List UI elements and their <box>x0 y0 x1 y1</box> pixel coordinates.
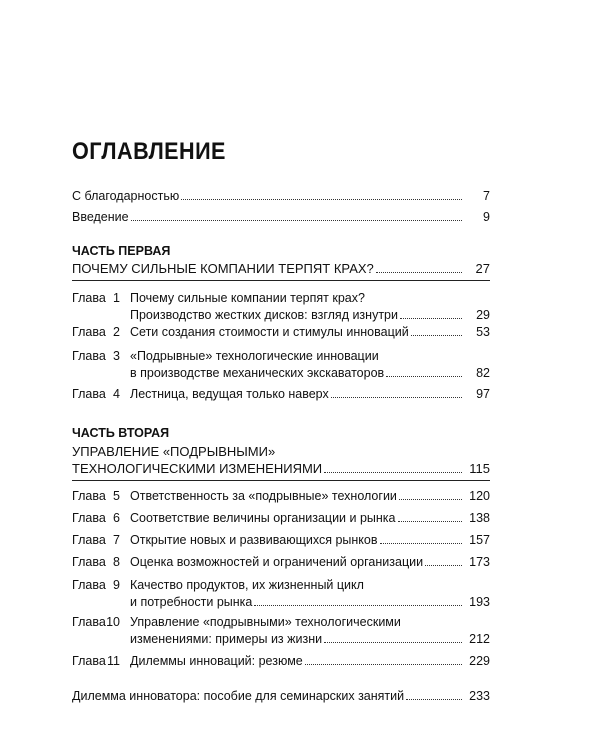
chapter-page: 193 <box>469 595 490 609</box>
chapter-word: Глава <box>72 387 106 401</box>
chapter-number: 8 <box>113 555 120 569</box>
chapter-title-line2: изменениями: примеры из жизни <box>130 632 323 646</box>
chapter-number: 6 <box>113 511 120 525</box>
leader-dots <box>254 595 462 606</box>
chapter-title: Оценка возможностей и ограничений организации <box>130 555 424 569</box>
part2-title-line1: УПРАВЛЕНИЕ «ПОДРЫВНЫМИ» <box>72 444 276 459</box>
chapter-number: 10 <box>106 615 120 629</box>
toc-entry-chapter-1[interactable] <box>72 290 490 324</box>
chapter-title-line2: и потребности рынка <box>130 595 253 609</box>
part1-title-entry[interactable] <box>72 260 490 277</box>
leader-dots <box>425 555 462 566</box>
chapter-word: Глава <box>72 615 106 629</box>
chapter-word: Глава <box>72 533 106 547</box>
part1-label: ЧАСТЬ ПЕРВАЯ <box>72 244 171 258</box>
leader-dots <box>331 387 462 398</box>
chapter-title: Ответственность за «подрывные» технологии <box>130 489 397 503</box>
chapter-word: Глава <box>72 555 106 569</box>
appendix-page: 233 <box>469 689 490 703</box>
chapter-page: 53 <box>476 325 490 339</box>
toc-entry-chapter-4[interactable] <box>72 384 490 404</box>
toc-entry-chapter-7[interactable] <box>72 530 490 550</box>
leader-dots <box>181 189 462 200</box>
chapter-page: 157 <box>469 533 490 547</box>
chapter-title: Открытие новых и развивающихся рынков <box>130 533 378 547</box>
chapter-title-line2: Производство жестких дисков: взгляд изнутри <box>130 308 398 322</box>
toc-entry-chapter-5[interactable] <box>72 486 490 506</box>
leader-dots <box>380 533 463 544</box>
chapter-number: 4 <box>113 387 120 401</box>
chapter-title: Соответствие величины организации и рынка <box>130 511 396 525</box>
leader-dots <box>131 210 462 221</box>
toc-entry-chapter-10[interactable] <box>72 614 490 648</box>
chapter-page: 29 <box>476 308 490 322</box>
part1-divider <box>72 280 490 281</box>
toc-entry-chapter-3[interactable] <box>72 348 490 382</box>
entry-page: 9 <box>483 210 490 224</box>
part2-label: ЧАСТЬ ВТОРАЯ <box>72 426 170 440</box>
toc-entry-chapter-8[interactable] <box>72 552 490 572</box>
chapter-number: 2 <box>113 325 120 339</box>
leader-dots <box>399 489 462 500</box>
chapter-page: 173 <box>469 555 490 569</box>
toc-entry-chapter-2[interactable] <box>72 322 490 342</box>
chapter-page: 97 <box>476 387 490 401</box>
leader-dots <box>305 654 462 665</box>
chapter-page: 120 <box>469 489 490 503</box>
chapter-word: Глава <box>72 489 106 503</box>
leader-dots <box>386 366 462 377</box>
chapter-title: Лестница, ведущая только наверх <box>130 387 329 401</box>
chapter-page: 229 <box>469 654 490 668</box>
leader-dots <box>406 689 462 700</box>
chapter-number: 5 <box>113 489 120 503</box>
leader-dots <box>324 632 462 643</box>
toc-entry-chapter-6[interactable] <box>72 508 490 528</box>
chapter-page: 212 <box>469 632 490 646</box>
toc-entry-chapter-11[interactable] <box>72 651 490 671</box>
appendix-label: Дилемма инноватора: пособие для семинарских занятий <box>72 689 405 703</box>
entry-page: 7 <box>483 189 490 203</box>
chapter-number: 7 <box>113 533 120 547</box>
chapter-number: 11 <box>107 654 120 668</box>
chapter-number: 3 <box>113 349 120 363</box>
part2-title-entry[interactable] <box>72 443 490 477</box>
toc-entry-appendix[interactable] <box>72 686 490 706</box>
chapter-page: 138 <box>469 511 490 525</box>
toc-entry-introduction[interactable] <box>72 207 490 227</box>
chapter-page: 82 <box>476 366 490 380</box>
leader-dots <box>376 262 462 273</box>
entry-label: С благодарностью <box>72 189 180 203</box>
chapter-word: Глава <box>72 325 106 339</box>
leader-dots <box>324 462 462 473</box>
part2-divider <box>72 480 490 481</box>
chapter-title-line1: Качество продуктов, их жизненный цикл <box>130 578 364 592</box>
chapter-title-line1: «Подрывные» технологические инновации <box>130 349 379 363</box>
chapter-title: Дилеммы инноваций: резюме <box>130 654 303 668</box>
toc-title: ОГЛАВЛЕНИЕ <box>72 138 226 165</box>
toc-entry-chapter-9[interactable] <box>72 577 490 611</box>
part2-title-line2: ТЕХНОЛОГИЧЕСКИМИ ИЗМЕНЕНИЯМИ <box>72 461 323 476</box>
chapter-word: Глава <box>72 654 106 668</box>
leader-dots <box>398 511 463 522</box>
part1-page: 27 <box>475 261 490 276</box>
chapter-word: Глава <box>72 511 106 525</box>
entry-label: Введение <box>72 210 129 224</box>
chapter-title: Сети создания стоимости и стимулы инноваций <box>130 325 409 339</box>
part2-page: 115 <box>469 461 490 476</box>
chapter-word: Глава <box>72 291 106 305</box>
chapter-number: 9 <box>113 578 120 592</box>
chapter-title-line1: Управление «подрывными» технологическими <box>130 615 401 629</box>
leader-dots <box>400 308 462 319</box>
part1-title: ПОЧЕМУ СИЛЬНЫЕ КОМПАНИИ ТЕРПЯТ КРАХ? <box>72 261 374 276</box>
chapter-number: 1 <box>113 291 120 305</box>
leader-dots <box>411 325 462 336</box>
chapter-title-line1: Почему сильные компании терпят крах? <box>130 291 365 305</box>
chapter-title-line2: в производстве механических экскаваторов <box>130 366 385 380</box>
chapter-word: Глава <box>72 349 106 363</box>
chapter-word: Глава <box>72 578 106 592</box>
toc-entry-acknowledgements[interactable] <box>72 186 490 206</box>
